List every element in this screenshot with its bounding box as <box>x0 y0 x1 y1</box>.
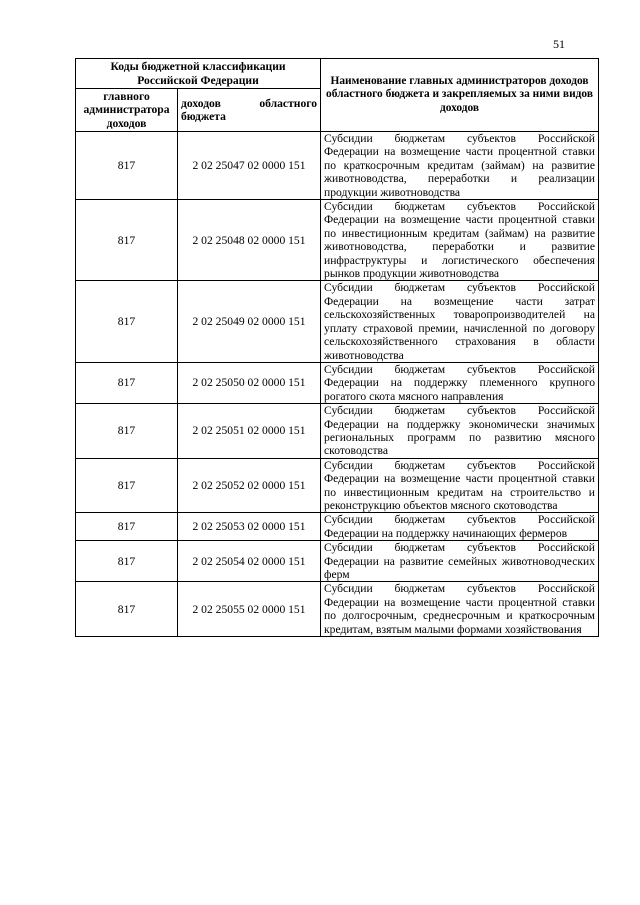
admin-code-cell: 817 <box>76 541 178 582</box>
budget-classification-table <box>75 58 599 637</box>
header-administrator-name: Наименование главных администраторов доходов областного бюджета и закрепляемых за ними видов доходов <box>321 59 599 132</box>
table-row <box>76 582 599 637</box>
admin-code-cell: 817 <box>76 582 178 637</box>
income-code-cell: 2 02 25052 02 0000 151 <box>178 458 321 513</box>
table-row <box>76 404 599 459</box>
header-budget-codes: Коды бюджетной классификации Российской Федерации <box>76 59 321 89</box>
table-row <box>76 541 599 582</box>
table-row <box>76 513 599 541</box>
page-number: 51 <box>553 37 565 51</box>
table-row <box>76 458 599 513</box>
income-code-cell: 2 02 25049 02 0000 151 <box>178 281 321 362</box>
table-row <box>76 362 599 403</box>
income-code-cell: 2 02 25053 02 0000 151 <box>178 513 321 541</box>
admin-code-cell: 817 <box>76 200 178 281</box>
admin-code-cell: 817 <box>76 362 178 403</box>
table-row <box>76 281 599 362</box>
income-description-cell: Субсидии бюджетам субъектов Российской Федерации на возмещение части процентной ставки по краткосрочным кредитам (займам) на развитие животноводства, переработки и реализации продукции животноводства <box>321 132 599 200</box>
income-description-cell: Субсидии бюджетам субъектов Российской Федерации на поддержку племенного крупного рогатого скота мясного направления <box>321 362 599 403</box>
income-description-cell: Субсидии бюджетам субъектов Российской Федерации на возмещение части затрат сельскохозяйственных товаропроизводителей на уплату страховой премии, начисленной по договору сельскохозяйственного страхования в области животноводства <box>321 281 599 362</box>
income-description-cell: Субсидии бюджетам субъектов Российской Федерации на развитие семейных животноводческих ферм <box>321 541 599 582</box>
table-row <box>76 200 599 281</box>
header-regional-income <box>178 89 321 132</box>
income-description-cell: Субсидии бюджетам субъектов Российской Федерации на поддержку экономически значимых региональных программ по развитию мясного скотоводства <box>321 404 599 459</box>
header-main-administrator: главного администратора доходов <box>76 89 178 132</box>
income-code-cell: 2 02 25048 02 0000 151 <box>178 200 321 281</box>
income-description-cell: Субсидии бюджетам субъектов Российской Федерации на поддержку начинающих фермеров <box>321 513 599 541</box>
admin-code-cell: 817 <box>76 458 178 513</box>
income-description-cell: Субсидии бюджетам субъектов Российской Федерации на возмещение части процентной ставки по инвестиционным кредитам на строительство и реконструкцию объектов мясного скотоводства <box>321 458 599 513</box>
income-code-cell: 2 02 25050 02 0000 151 <box>178 362 321 403</box>
table-row <box>76 132 599 200</box>
income-description-cell: Субсидии бюджетам субъектов Российской Федерации на возмещение части процентной ставки по инвестиционным кредитам (займам) на развитие животноводства, переработки и развитие инфраструктуры и логистического обеспечения рынков продукции животноводства <box>321 200 599 281</box>
admin-code-cell: 817 <box>76 404 178 459</box>
income-code-cell: 2 02 25054 02 0000 151 <box>178 541 321 582</box>
header-regional-income-text: доходов областного бюджета <box>181 96 318 123</box>
income-code-cell: 2 02 25047 02 0000 151 <box>178 132 321 200</box>
income-description-cell: Субсидии бюджетам субъектов Российской Федерации на возмещение части процентной ставки по долгосрочным, среднесрочным и краткосрочным кредитам, взятым малыми формами хозяйствования <box>321 582 599 637</box>
admin-code-cell: 817 <box>76 281 178 362</box>
income-code-cell: 2 02 25055 02 0000 151 <box>178 582 321 637</box>
header-row-1 <box>76 59 599 89</box>
admin-code-cell: 817 <box>76 132 178 200</box>
admin-code-cell: 817 <box>76 513 178 541</box>
income-code-cell: 2 02 25051 02 0000 151 <box>178 404 321 459</box>
